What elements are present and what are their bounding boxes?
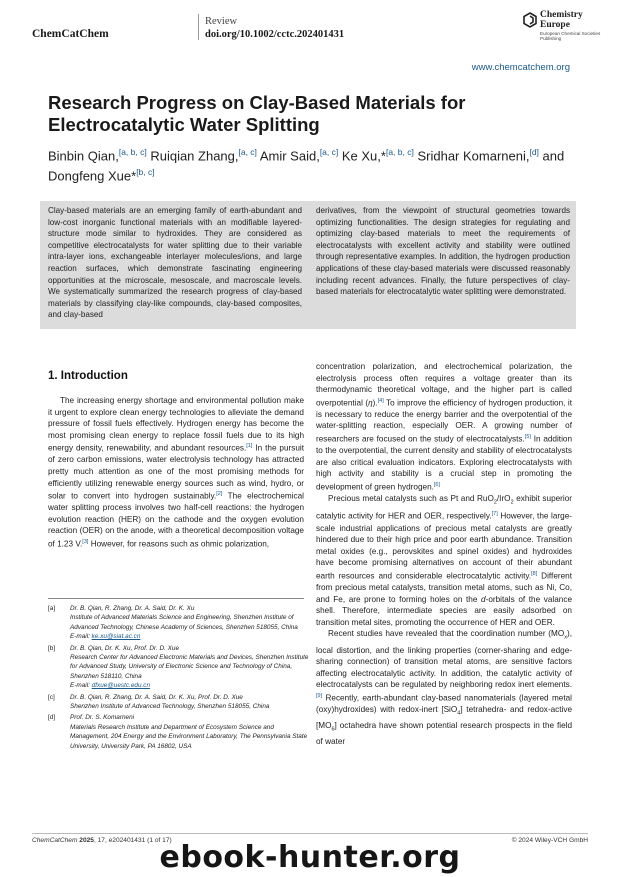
paragraph: concentration polarization, and electrochemical polarization, the electrolysis process often requires a voltage greater than its thermodynamic theoretical voltage, and the higher part is called overpotential (η).[4] To improve the efficiency of hydrogen production, it is necessary to reduce the energy barrier and the overpotential of the water-splitting reaction, especially OER. A growing number of researchers are focused on the study of electrocatalysts.[5] In addition to the overpotential, the current density and stability of electrocatalysts are also critical evaluation indicators. Exploring electrocatalysts with high activity and stability is a crucial step in promoting the development of green hydrogen.[6] xyxy=(316,362,572,492)
citation-link[interactable]: [1] xyxy=(246,443,253,450)
journal-url[interactable]: www.chemcatchem.org xyxy=(471,62,570,73)
citation-link[interactable]: [7] xyxy=(491,511,498,518)
citation-link[interactable]: [8] xyxy=(531,570,538,577)
author-affiliation[interactable]: [a, b, c] xyxy=(118,147,147,157)
paragraph: Recent studies have revealed that the coordination number $(MO_x)$, local distortion, and the linking properties (corner-sharing and edge-sharing connection) of transition metal atoms, are sensitive factors affecting electrocatalytic activity. In addition, the catalytic activity of electrocatalysts can be regulated by neighboring redox inert elements.[9] Recently, earth-abundant clay-based nanomaterials (layered metal (oxy)hydroxides) with redox-inert [SiO$_4$] tetrahedra- and redox-active $[MO_6]$ octahedra have shown potential research prospects in the field of water xyxy=(316,629,572,747)
citation-link[interactable]: [2] xyxy=(216,491,223,498)
citation-link[interactable]: [3] xyxy=(82,539,89,546)
watermark: ebook-hunter.org xyxy=(159,840,461,875)
body-left-column xyxy=(48,395,304,550)
publisher-subtitle: European Chemical Societies Publishing xyxy=(540,31,601,42)
citation-link[interactable]: [5] xyxy=(524,434,531,441)
body-right-column xyxy=(316,361,572,748)
publisher-name: Chemistry Europe xyxy=(540,10,583,30)
citation-link[interactable]: [4] xyxy=(377,397,384,404)
email-link[interactable]: ke.xu@siat.ac.cn xyxy=(91,633,141,641)
paragraph: The increasing energy shortage and environmental pollution make it urgent to explore clean energy technologies to alleviate the demand pressure of fossil fuels effectively. Hydrogen energy has become the most promising clean energy to replace fossil fuels due to its high energy density, renewability, and abundant resources.[1] In the pursuit of zero carbon emissions, water electrolysis technology has attracted pretty much attention as one of the most promising methods for efficiently utilizing renewable energy sources such as wind, hydro, or solar to convert into hydrogen sustainably.[2] The electrochemical water splitting process involves two half-cell reactions: the hydrogen evolution reaction (HER) on the cathode and the oxygen evolution reaction (OER) on the anode, with a theoretical decomposition voltage of 1.23 V.[3] However, for reasons such as ohmic polarization, xyxy=(48,396,305,549)
header-divider xyxy=(198,14,199,40)
email-label: E-mail: xyxy=(70,682,92,690)
author-affiliation[interactable]: [a, c] xyxy=(319,147,339,157)
citation-link[interactable]: [6] xyxy=(433,481,441,488)
author-name: Binbin Qian, xyxy=(48,148,119,164)
footer-divider xyxy=(32,833,588,834)
footnote-text: Dr. B. Qian, Dr. K. Xu, Prof. Dr. D. Xue Research Center for Advanced Electronic Materials and Devices, Shenzhen Institute for Advanced Study, University of Electronic Science and Technology of China, Shenzhen 518110, China xyxy=(70,644,309,680)
author-affiliation[interactable]: [a, b, c] xyxy=(385,147,414,157)
footnote-entry xyxy=(48,713,310,751)
footnote-label: [a] xyxy=(48,605,56,612)
email-label: E-mail: xyxy=(70,633,92,641)
abstract-right-column: derivatives, from the viewpoint of structural geometries towards optimizing functionalities. The design strategies for regulating and optimizing clay-based materials to meet the requirements of electrocatalysts with excellent activity and stability were outlined through representative examples. In addition, the hydrogen production applications of these clay-based materials were discussed reasonably including recent advances. Finally, the future perspectives of clay-based materials for electrocatalytic water splitting were demonstrated. xyxy=(316,206,570,297)
author-name: and Dongfeng Xue* xyxy=(48,148,565,184)
chemistry-europe-logo-icon xyxy=(522,12,538,28)
author-name: Sridhar Komarneni, xyxy=(417,148,530,164)
footnote-text: Prof. Dr. S. Komarneni Materials Research Institute and Department of Ecosystem Science and Management, 204 Energy and the Environment Laboratory, The Pennsylvania State University, University Park, PA 16802, USA xyxy=(70,714,308,750)
section-heading: 1. Introduction xyxy=(48,370,128,382)
footnote-label: [b] xyxy=(48,644,56,652)
author-name: Ruiqian Zhang, xyxy=(150,148,239,164)
paragraph: Precious metal catalysts such as Pt and RuO$_2$/IrO$_2$ exhibit superior catalytic activity for HER and OER, respectively.[7] However, the large-scale industrial applications of precious metal catalysts are greatly hindered due to their high price and poor earth abundance. Transition metal oxides (e.g., perovskites and spinel oxides) and hydroxides have become promising alternatives on account of their abundant earth resources and considerable electrocatalytic activity.[8] Different from precious metal catalysts, transition metal atoms, such as Ni, Co, and Fe, are prone to forming holes on the d-orbitals of the valance shell. Therefore, intermediate species are easily adsorbed on transition metal sites, promoting the occurrence of HER and OER. xyxy=(316,494,572,627)
footnote-entry xyxy=(48,604,310,642)
journal-name: ChemCatChem xyxy=(32,28,109,40)
author-affiliation[interactable]: [a, c] xyxy=(238,147,257,157)
author-affiliation[interactable]: [b, c] xyxy=(136,167,155,178)
affiliation-footnotes xyxy=(48,604,310,753)
email-link[interactable]: dfxue@uestc.edu.cn xyxy=(91,682,151,690)
footnote-text: Dr. B. Qian, R. Zhang, Dr. A. Said, Dr. K. Xu, Prof. Dr. D. Xue Shenzhen Institute of Advanced Technology, Shenzhen 518055, China xyxy=(70,693,270,711)
article-type: Review xyxy=(205,16,238,27)
author-name: Amir Said, xyxy=(259,148,320,164)
author-affiliation[interactable]: [d] xyxy=(529,147,539,157)
abstract-left-column: Clay-based materials are an emerging family of earth-abundant and low-cost inorganic functional materials with an modifiable layered-structure mode similar to hydroxides. They are considered as competitive electrocatalysts for water splitting due to their variable intra-layer ions, exchangeable interlayer molecules/ions, and large reaction surfaces, which demonstrate fascinating engineering opportunities at the microscale, mesoscale, and macroscale levels. We systematically summarized the research progress of clay-based materials by classifying clay-like compounds, clay-based composites, and clay-based xyxy=(48,206,302,320)
author-list xyxy=(48,144,588,185)
footnote-label: [d] xyxy=(48,714,56,722)
footnote-entry xyxy=(48,644,310,691)
footnote-divider xyxy=(48,598,304,599)
article-title: Research Progress on Clay-Based Materials for Electrocatalytic Water Splitting xyxy=(48,92,466,135)
copyright-notice: © 2024 Wiley-VCH GmbH xyxy=(511,837,588,844)
citation-footer: ChemCatChem 2025, 17, e202401431 (1 of 17) xyxy=(32,837,172,844)
footnote-text: Dr. B. Qian, R. Zhang, Dr. A. Said, Dr. K. Xu Institute of Advanced Materials Science and Engineering, Shenzhen Institute of Advanced Technology, Chinese Academy of Sciences, Shenzhen 518055, China xyxy=(70,605,298,631)
footnote-entry xyxy=(48,693,310,712)
doi-link[interactable]: doi.org/10.1002/cctc.202401431 xyxy=(205,29,345,40)
citation-link[interactable]: [9] xyxy=(316,692,323,699)
footnote-label: [c] xyxy=(48,693,55,701)
author-name: Ke Xu,* xyxy=(341,148,386,164)
